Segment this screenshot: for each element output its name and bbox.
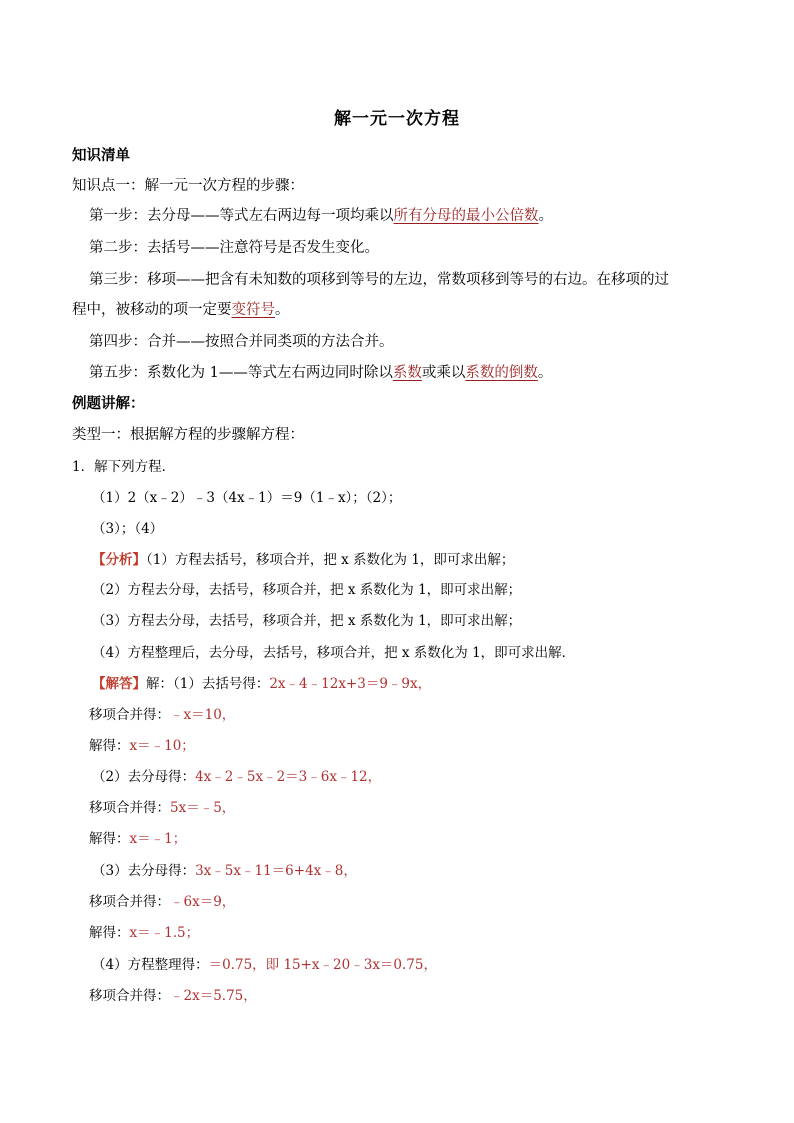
answer-4-combine: [89, 986, 257, 1006]
step-1-end: 。: [538, 208, 553, 224]
answer-4-label: （4）方程整理得：: [92, 957, 209, 973]
answer-1-solution: [89, 736, 195, 756]
step-1-highlight: 所有分母的最小公倍数: [393, 208, 539, 224]
answer-1-combine-value: ﹣x＝10，: [170, 707, 236, 723]
answer-tag: 【解答】: [92, 676, 146, 692]
answer-1-solution-value: x＝﹣10；: [129, 738, 195, 754]
answer-3-combine: [89, 892, 235, 912]
answer-3-label: （3）去分母得：: [92, 863, 196, 879]
answer-2-solution: [89, 829, 186, 849]
solve-label: 解得：: [89, 738, 130, 754]
analysis-2: （2）方程去分母，去括号，移项合并，把 x 系数化为 1，即可求出解；: [92, 582, 522, 598]
question-1-label: 1．解下列方程．: [72, 459, 176, 475]
step-3-end: 。: [275, 302, 290, 318]
answer-4-equation: [92, 955, 437, 975]
answer-2-solution-value: x＝﹣1；: [129, 831, 187, 847]
step-3-highlight: 变符号: [231, 302, 275, 318]
step-5-highlight-1: 系数: [392, 365, 422, 381]
answer-3-solution: [89, 923, 199, 943]
answer-2-eq: 4x﹣2﹣5x﹣2＝3﹣6x﹣12，: [195, 769, 382, 785]
step-3-text: 程中，被移动的项一定要: [72, 302, 232, 318]
question-1-part-2: （3）；（4）: [92, 521, 164, 537]
page-title: 解一元一次方程: [334, 109, 460, 129]
examples-heading: 例题讲解：: [72, 395, 145, 412]
answer-3-solution-value: x＝﹣1.5；: [129, 925, 200, 941]
analysis-1: [92, 550, 514, 570]
step-3-line-2: [72, 300, 290, 320]
knowledge-point-1: 知识点一：解一元一次方程的步骤：: [72, 178, 304, 194]
answer-1-combine: [89, 705, 235, 725]
answer-1-eq: 2x﹣4﹣12x+3＝9﹣9x，: [269, 676, 432, 692]
answer-1-equation: [92, 674, 431, 694]
step-4: 第四步：合并——按照合并同类项的方法合并。: [89, 334, 394, 350]
step-5-end: 。: [537, 365, 553, 381]
answer-2-combine: [89, 798, 235, 818]
answer-4-eq: ＝0.75，即 15+x﹣20﹣3x＝0.75，: [208, 957, 437, 973]
step-5-highlight-2: 系数的倒数: [465, 365, 538, 381]
step-2: 第二步：去括号——注意符号是否发生变化。: [89, 240, 379, 256]
answer-2-label: （2）去分母得：: [92, 769, 196, 785]
analysis-3: （3）方程去分母，去括号，移项合并，把 x 系数化为 1，即可求出解；: [92, 613, 522, 629]
answer-2-equation: [92, 767, 381, 787]
knowledge-heading: 知识清单: [72, 147, 130, 164]
answer-2-combine-value: 5x＝﹣5，: [170, 800, 236, 816]
step-5: [89, 363, 552, 383]
answer-3-eq: 3x﹣5x﹣11＝6+4x﹣8，: [195, 863, 357, 879]
step-5-text: 第五步：系数化为 1——等式左右两边同时除以: [89, 365, 393, 381]
analysis-tag: 【分析】: [92, 552, 146, 568]
step-3-line-1: 第三步：移项——把含有未知数的项移到等号的左边，常数项移到等号的右边。在移项的过: [89, 272, 669, 288]
analysis-1-text: （1）方程去括号，移项合并，把 x 系数化为 1，即可求出解；: [146, 552, 515, 568]
analysis-4: （4）方程整理后，去分母，去括号，移项合并，把 x 系数化为 1，即可求出解．: [92, 645, 576, 661]
type-1-label: 类型一：根据解方程的步骤解方程：: [72, 427, 304, 443]
answer-3-combine-value: ﹣6x＝9，: [170, 894, 236, 910]
combine-label: 移项合并得：: [89, 894, 170, 910]
answer-intro: 解：（1）去括号得：: [146, 676, 270, 692]
solve-label: 解得：: [89, 925, 130, 941]
combine-label: 移项合并得：: [89, 988, 170, 1004]
answer-3-equation: [92, 861, 357, 881]
answer-4-combine-value: ﹣2x＝5.75，: [170, 988, 257, 1004]
question-1-part-1: （1）2（x﹣2）﹣3（4x﹣1）＝9（1﹣x）；（2）；: [92, 490, 402, 506]
step-1-text: 第一步：去分母——等式左右两边每一项均乘以: [89, 208, 394, 224]
step-5-mid: 或乘以: [421, 365, 466, 381]
combine-label: 移项合并得：: [89, 707, 170, 723]
step-1: [89, 206, 553, 226]
combine-label: 移项合并得：: [89, 800, 170, 816]
solve-label: 解得：: [89, 831, 130, 847]
